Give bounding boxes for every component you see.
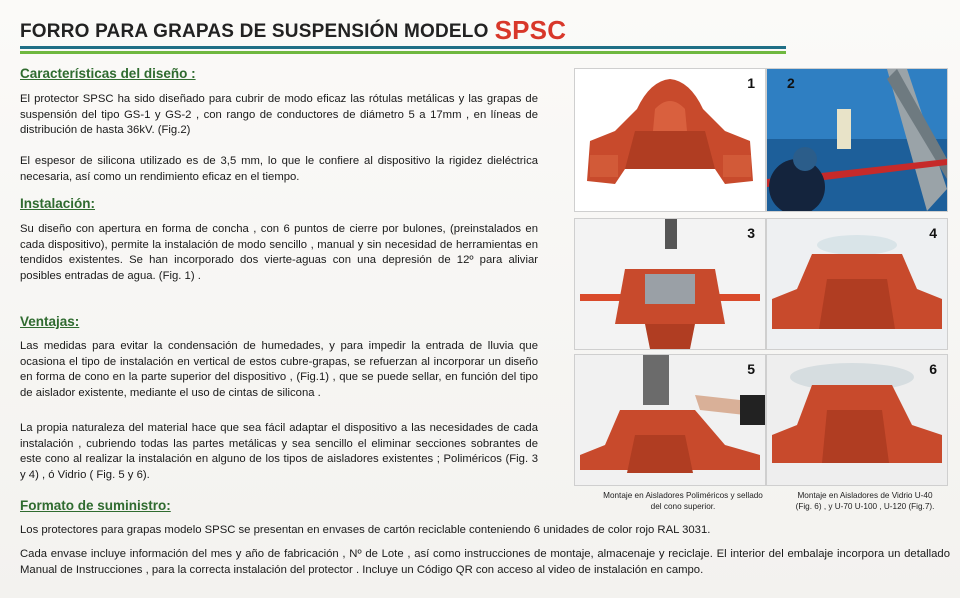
- polymeric-open-photo: [575, 219, 765, 349]
- caption-glass: Montaje en Aisladores de Vidrio U-40 (Fig. 6) , y U-70 U-100 , U-120 (Fig.7).: [795, 491, 935, 511]
- title-rule-blue: [20, 46, 786, 49]
- figure-5: [574, 354, 766, 486]
- design-paragraph-2: El espesor de silicona utilizado es de 3,5 mm, lo que le confiere al dispositivo la rigidez dieléctrica necesaria, así como un rendimiento eficaz en el tiempo.: [20, 155, 538, 183]
- figure-2: [766, 68, 948, 212]
- figure-3: [574, 218, 766, 350]
- supply-paragraph-1: Los protectores para grapas modelo SPSC se presentan en envases de cartón reciclable conteniendo 6 unidades de color rojo RAL 3031.: [20, 524, 711, 536]
- design-paragraph-1: El protector SPSC ha sido diseñado para cubrir de modo eficaz las rótulas metálicas y las grapas de suspensión del tipo GS-1 y GS-2 , con rango de conductores de diámetro 5 a 17mm , en líneas de distribución de hasta 36kV. (Fig.2): [20, 93, 538, 137]
- heading-install: Instalación:: [20, 196, 96, 211]
- heading-design: Características del diseño :: [20, 66, 196, 81]
- heading-supply: Formato de suministro:: [20, 498, 171, 513]
- heading-advantages: Ventajas:: [20, 314, 80, 329]
- title-model: SPSC: [494, 15, 567, 45]
- protector-product-image: [575, 69, 765, 211]
- figure-4-number: 4: [929, 225, 937, 241]
- title-rule-green: [20, 51, 786, 54]
- supply-paragraph-2: Cada envase incluye información del mes y año de fabricación , Nº de Lote , así como instrucciones de montaje, almacenaje y reciclaje. El interior del embalaje incorpora un detallado Manual de Instrucciones , para la correcta instalación del protector . Incluye un Código QR con acceso al video de instalación en campo.: [20, 548, 950, 576]
- figure-5-number: 5: [747, 361, 755, 377]
- figure-3-number: 3: [747, 225, 755, 241]
- figure-grid: [574, 68, 946, 488]
- page-title: [20, 15, 566, 46]
- figure-1: [574, 68, 766, 212]
- figure-4: [766, 218, 948, 350]
- figure-6-number: 6: [929, 361, 937, 377]
- figure-1-number: 1: [747, 75, 755, 91]
- advantages-paragraph-1: Las medidas para evitar la condensación de humedades, y para impedir la entrada de lluvia que ocasiona el tipo de instalación en vertical de estos cubre-grapas, se refuerzan al incorporar un diseño en forma de cono en la parte superior del dispositivo , (Fig.1) , que se puede sellar, en función del tipo de aislador existente, mediante el uso de cintas de silicona .: [20, 340, 538, 399]
- figure-2-number: 2: [787, 75, 795, 91]
- figure-6: [766, 354, 948, 486]
- caption-polymeric: Montaje en Aisladores Poliméricos y sellado del cono superior.: [603, 491, 763, 511]
- glass-closed-photo: [767, 355, 947, 485]
- polymeric-closed-photo: [767, 219, 947, 349]
- glass-sealing-photo: [575, 355, 765, 485]
- title-main: FORRO PARA GRAPAS DE SUSPENSIÓN MODELO: [20, 21, 489, 42]
- advantages-paragraph-2: La propia naturaleza del material hace que sea fácil adaptar el dispositivo a las necesidades de cada instalación , cubriendo todas las partes metálicas y sea sencillo el eliminar secciones sobrantes de este cono al realizar la instalación en alguno de los tipos de aisladores existentes ; Poliméricos (Fig. 3 y 4) , ó Vidrio ( Fig. 5 y 6).: [20, 422, 538, 481]
- install-paragraph: Su diseño con apertura en forma de concha , con 6 puntos de cierre por bulones, (preinstalados en cada dispositivo), permite la instalación de modo sencillo , manual y sin necesidad de herramientas en tendidos existentes. Se han incorporado dos vierte-aguas con una depresión de 12º para aliviar posibles entradas de agua. (Fig. 1) .: [20, 223, 538, 282]
